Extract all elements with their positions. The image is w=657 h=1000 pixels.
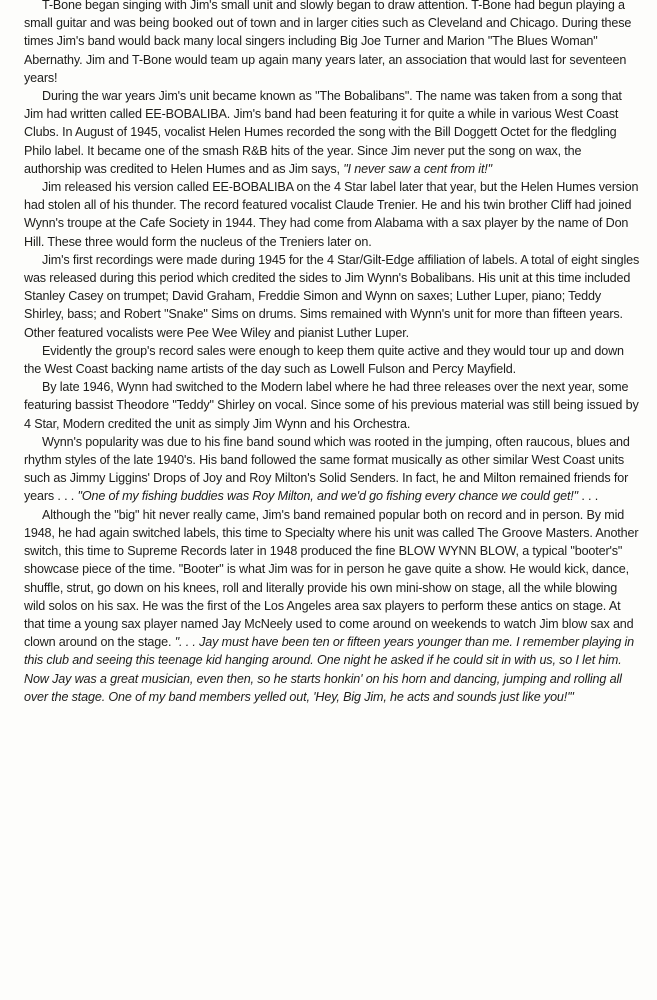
paragraph-3 [24, 178, 641, 251]
paragraph-8-text: Although the "big" hit never really came, Jim's band remained popular both on record and in person. By mid 1948, he had again switched labels, this time to Specialty where his unit was called The Groove Masters. Another switch, this time to Supreme Records later in 1948 produced the fine BLOW WYNN BLOW, a typical "booter's" showcase piece of the time. "Booter" is what Jim was for in person he gave quite a show. He would kick, dance, shuffle, strut, go down on his knees, roll and literally provide his own mini-show on stage, all the while blowing wild solos on his sax. He was the first of the Los Angeles area sax players to perform these antics on stage. At that time a young sax player named Jay McNeely used to come around on weekends to watch Jim blow sax and clown around on the stage. [24, 507, 639, 650]
paragraph-7-quote: "One of my fishing buddies was Roy Milton, and we'd go fishing every chance we could get!" [77, 489, 578, 504]
paragraph-7 [24, 433, 641, 506]
paragraph-8 [24, 506, 641, 706]
paragraph-7-text: Wynn's popularity was due to his fine band sound which was rooted in the jumping, often raucous, blues and rhythm styles of the late 1940's. His band followed the same format musically as other similar West Coast units such as Jimmy Liggins' Drops of Joy and Roy Milton's Solid Senders. In fact, he and Milton remained friends for years . . . [24, 434, 630, 504]
paragraph-6 [24, 378, 641, 433]
paragraph-8-quote: ". . . Jay must have been ten or fifteen years younger than me. I remember playing in this club and seeing this teenage kid hanging around. One night he asked if he could sit in with us, so I let him. Now Jay was a great musician, even then, so he starts honkin' on his horn and dancing, jumping and rolling all over the stage. One of my band members yelled out, 'Hey, Big Jim, he acts and sounds just like you!'" [24, 635, 635, 704]
paragraph-1 [24, 0, 641, 87]
paragraph-5-text: Evidently the group's record sales were enough to keep them quite active and they would tour up and down the West Coast backing name artists of the day such as Lowell Fulson and Percy Mayfield. [24, 343, 624, 377]
paragraph-4 [24, 251, 641, 342]
paragraph-3-text: Jim released his version called EE-BOBALIBA on the 4 Star label later that year, but the Helen Humes version had stolen all of his thunder. The record featured vocalist Claude Trenier. He and his twin brother Cliff had joined Wynn's troupe at the Cafe Society in 1944. They had come from Alabama with a sax player by the name of Don Hill. These three would form the nucleus of the Treniers later on. [24, 180, 639, 249]
paragraph-2 [24, 87, 641, 178]
paragraph-5 [24, 342, 641, 378]
paragraph-1-text: T-Bone began singing with Jim's small unit and slowly began to draw attention. T-Bone had begun playing a small guitar and was being booked out of town and in larger cities such as Cleveland and Chicago. During these times Jim's band would back many local singers including Big Joe Turner and Marion "The Blues Woman" Abernathy. Jim and T-Bone would team up again many years later, an association that would last for seventeen years! [24, 0, 632, 85]
paragraph-2-quote: "I never saw a cent from it!" [343, 161, 492, 176]
paragraph-6-text: By late 1946, Wynn had switched to the Modern label where he had three releases over the next year, some featuring bassist Theodore "Teddy" Shirley on vocal. Since some of his previous material was still being issued by 4 Star, Modern credited the unit as simply Jim Wynn and his Orchestra. [24, 380, 639, 431]
paragraph-4-text: Jim's first recordings were made during 1945 for the 4 Star/Gilt-Edge affiliation of labels. A total of eight singles was released during this period which credited the sides to Jim Wynn's Bobalibans. His unit at this time included Stanley Casey on trumpet; David Graham, Freddie Simon and Wynn on saxes; Luther Luper, piano; Teddy Shirley, bass; and Robert "Snake" Sims on drums. Sims remained with Wynn's unit for more than fifteen years. Other featured vocalists were Pee Wee Wiley and pianist Luther Luper. [24, 252, 640, 340]
paragraph-7-ellipsis: . . . [577, 489, 599, 504]
paragraph-2-text: During the war years Jim's unit became known as "The Bobalibans". The name was taken from a song that Jim had written called EE-BOBALIBA. Jim's band had been featuring it for quite a while in various West Coast Clubs. In August of 1945, vocalist Helen Humes recorded the song with the Bill Doggett Octet for the fledgling Philo label. It became one of the smash R&B hits of the year. Since Jim never put the song on wax, the authorship was credited to Helen Humes and as Jim says, [24, 89, 622, 176]
